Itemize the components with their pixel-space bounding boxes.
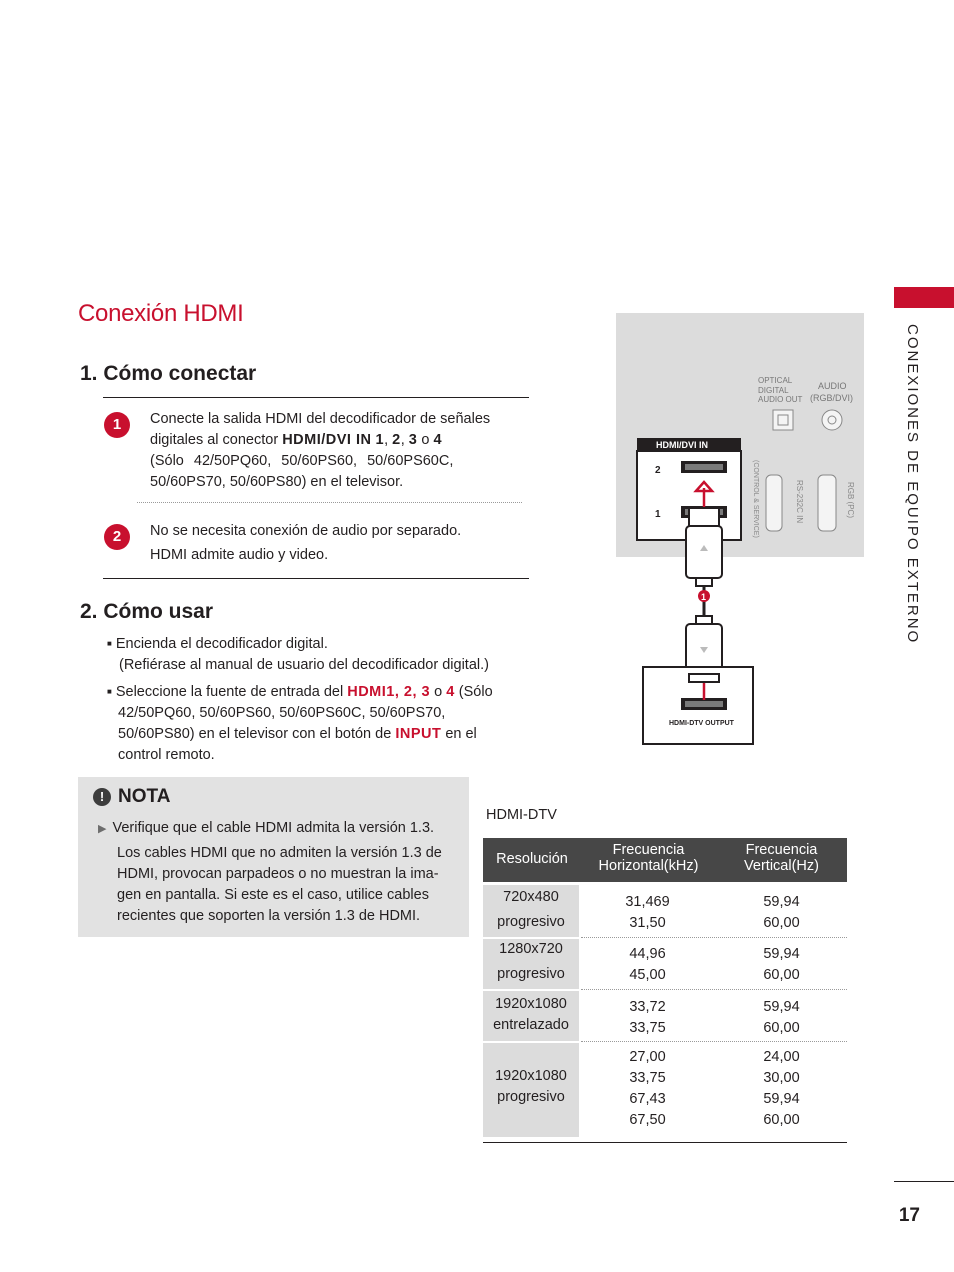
table-row: [483, 1043, 847, 1137]
col-header-horizontal-2: Horizontal(kHz): [598, 858, 699, 874]
use-item-1-note: (Refiérase al manual de usuario del decodificador digital.): [119, 657, 489, 673]
optical-label-2: DIGITAL: [758, 386, 789, 395]
note-line-3: HDMI, provocan parpadeos o no muestran la ima-: [117, 866, 439, 882]
step-1-line-a: Conecte la salida HDMI del decodificador de señales: [150, 411, 491, 427]
optical-label-3: AUDIO OUT: [758, 395, 803, 404]
use-item-2-text-e: en el: [441, 726, 477, 742]
v-freq: 60,00: [763, 1112, 800, 1128]
h-freq: 31,469: [625, 894, 670, 910]
table-row: [483, 939, 847, 989]
step-2-text: [150, 519, 514, 567]
cell-vertical: [716, 885, 847, 937]
step-divider: [137, 502, 522, 503]
step-1-text-b: digitales al conector: [150, 432, 283, 448]
step-2-badge: 2: [104, 524, 130, 550]
table-row: [483, 885, 847, 937]
dtv-output-label: HDMI-DTV OUTPUT: [669, 720, 734, 727]
hdmi-source-code: HDMI1, 2, 3: [347, 684, 431, 700]
rgb-port-icon: [818, 475, 836, 531]
col-header-vertical-2: Vertical(Hz): [744, 858, 819, 874]
col-header-vertical: [716, 842, 847, 874]
resolution-value: 720x480: [503, 889, 559, 905]
note-line-2: Los cables HDMI que no admiten la versión 1.3 de: [117, 845, 442, 861]
optical-port-icon: [773, 410, 793, 430]
note-label: NOTA: [118, 786, 171, 807]
step-1-line-b: digitales al conector HDMI/DVI IN 1, 2, 3 o 4: [150, 432, 443, 448]
note-box: [78, 777, 469, 937]
arrow-right-icon: ▶: [98, 823, 107, 835]
v-freq: 60,00: [763, 915, 800, 931]
cell-vertical: [716, 1043, 847, 1137]
control-service-label: (CONTROL & SERVICE): [752, 460, 759, 538]
bullet-icon: ■: [107, 639, 112, 648]
use-instructions: [107, 633, 527, 766]
v-freq: 24,00: [763, 1049, 800, 1065]
table-bottom-rule: [483, 1142, 847, 1143]
scan-type: progresivo: [497, 914, 565, 930]
use-item-2-line-d: [107, 724, 527, 745]
h-freq: 31,50: [629, 915, 666, 931]
section-tab: [894, 287, 954, 308]
note-line-1-text: Verifique que el cable HDMI admita la versión 1.3.: [112, 820, 435, 836]
v-freq: 30,00: [763, 1070, 800, 1086]
port-2-label: 2: [655, 465, 661, 476]
connector-or: o: [421, 432, 430, 448]
h-freq: 33,72: [629, 999, 666, 1015]
input-button-label: INPUT: [395, 726, 442, 742]
divider-top: [103, 397, 529, 398]
col-header-resolution: Resolución: [496, 851, 568, 867]
cell-horizontal: [579, 991, 716, 1041]
row-divider: [581, 1041, 847, 1042]
row-divider: [581, 937, 847, 938]
h-freq: 67,43: [629, 1091, 666, 1107]
connector-code-2: 2: [392, 432, 401, 448]
step-2-line-a: No se necesita conexión de audio por separado.: [150, 523, 462, 539]
use-item-2-text-b: (Sólo: [454, 684, 493, 700]
step-1-line-c: (Sólo 42/50PQ60, 50/60PS60, 50/60PS60C,: [150, 453, 454, 469]
warning-icon: !: [93, 788, 111, 806]
hdmi-plug-tip-lower: [689, 674, 719, 682]
spec-table-body: [483, 885, 847, 1137]
v-freq: 60,00: [763, 967, 800, 983]
cell-resolution: [483, 991, 579, 1041]
scan-type: entrelazado: [493, 1017, 569, 1033]
table-caption: HDMI-DTV: [486, 807, 557, 823]
cell-horizontal: [579, 1043, 716, 1137]
v-freq: 59,94: [763, 946, 800, 962]
connector-code-3: 3: [408, 432, 418, 448]
audio-jack-icon: [822, 410, 842, 430]
col-header-horizontal-1: Frecuencia: [612, 842, 685, 858]
page-title: Conexión HDMI: [78, 300, 244, 327]
cell-horizontal: [579, 939, 716, 989]
note-text: [98, 818, 463, 927]
use-item-2-text-d: 50/60PS80) en el televisor con el botón de: [118, 726, 396, 742]
use-item-1-text: Encienda el decodificador digital.: [115, 636, 328, 652]
note-line-5: recientes que soporten la versión 1.3 de HDMI.: [117, 908, 421, 924]
cell-resolution: [483, 885, 579, 937]
hdmi-source-code-4: 4: [446, 684, 455, 700]
rgb-label: RGB (PC): [846, 482, 855, 518]
resolution-value: 1280x720: [499, 941, 563, 957]
cell-resolution: [483, 939, 579, 989]
section-heading-use: 2. Cómo usar: [80, 600, 214, 623]
divider-bottom: [103, 578, 529, 579]
step-1-text: [150, 409, 514, 493]
resolution-value: 1920x1080: [495, 996, 567, 1012]
use-item-2-line-c: 42/50PQ60, 50/60PS60, 50/60PS60C, 50/60PS70,: [118, 705, 446, 721]
cell-resolution: [483, 1043, 579, 1137]
resolution-value: 1920x1080: [495, 1068, 567, 1084]
connector-code: HDMI/DVI IN: [282, 432, 372, 448]
audio-label-2: (RGB/DVI): [810, 393, 854, 403]
step-1-line-d: 50/60PS70, 50/60PS80) en el televisor.: [150, 474, 404, 490]
hdmi-port-2-inner: [685, 464, 723, 470]
connection-diagram: [610, 310, 870, 750]
bullet-icon: ■: [107, 687, 112, 696]
hdmi-label-text: HDMI/DVI IN: [656, 440, 709, 450]
cell-vertical: [716, 939, 847, 989]
dtv-hdmi-port-inner: [685, 701, 723, 707]
h-freq: 44,96: [629, 946, 666, 962]
section-label: CONEXIONES DE EQUIPO EXTERNO: [904, 324, 921, 645]
use-item-2-text-a: Seleccione la fuente de entrada del: [115, 684, 348, 700]
h-freq: 33,75: [629, 1070, 666, 1086]
v-freq: 59,94: [763, 1091, 800, 1107]
section-heading-connect: 1. Cómo conectar: [80, 362, 257, 385]
cell-horizontal: [579, 885, 716, 937]
h-freq: 67,50: [629, 1112, 666, 1128]
table-row: [483, 991, 847, 1041]
use-item-1: [107, 633, 527, 655]
plug-neck-upper: [696, 578, 712, 586]
use-item-2: [107, 681, 527, 703]
step-2-line-b: HDMI admite audio y video.: [150, 547, 329, 563]
v-freq: 60,00: [763, 1020, 800, 1036]
v-freq: 59,94: [763, 894, 800, 910]
optical-label-1: OPTICAL: [758, 376, 793, 385]
table-header: [483, 838, 847, 882]
footer-rule: [894, 1181, 954, 1182]
connector-code-1: 1: [375, 432, 385, 448]
page-number: 17: [898, 1205, 920, 1226]
scan-type: progresivo: [497, 1089, 565, 1105]
rs232-label: RS-232C IN: [795, 480, 804, 524]
scan-type: progresivo: [497, 966, 565, 982]
audio-label-1: AUDIO: [818, 381, 847, 391]
rs232-port-icon: [766, 475, 782, 531]
h-freq: 45,00: [629, 967, 666, 983]
port-1-label: 1: [655, 509, 661, 520]
use-item-2-line-f: control remoto.: [118, 747, 215, 763]
h-freq: 27,00: [629, 1049, 666, 1065]
row-divider: [581, 989, 847, 990]
cell-vertical: [716, 991, 847, 1041]
hdmi-plug-upper: [686, 526, 722, 578]
use-item-2-or: o: [430, 684, 447, 700]
note-line-1: [98, 818, 463, 840]
col-header-horizontal: [581, 842, 716, 874]
cable-number: 1: [701, 592, 707, 602]
step-1-badge: 1: [104, 412, 130, 438]
h-freq: 33,75: [629, 1020, 666, 1036]
note-line-4: gen en pantalla. Si este es el caso, utilice cables: [117, 887, 429, 903]
v-freq: 59,94: [763, 999, 800, 1015]
connector-code-4: 4: [433, 432, 443, 448]
col-header-vertical-1: Frecuencia: [745, 842, 818, 858]
